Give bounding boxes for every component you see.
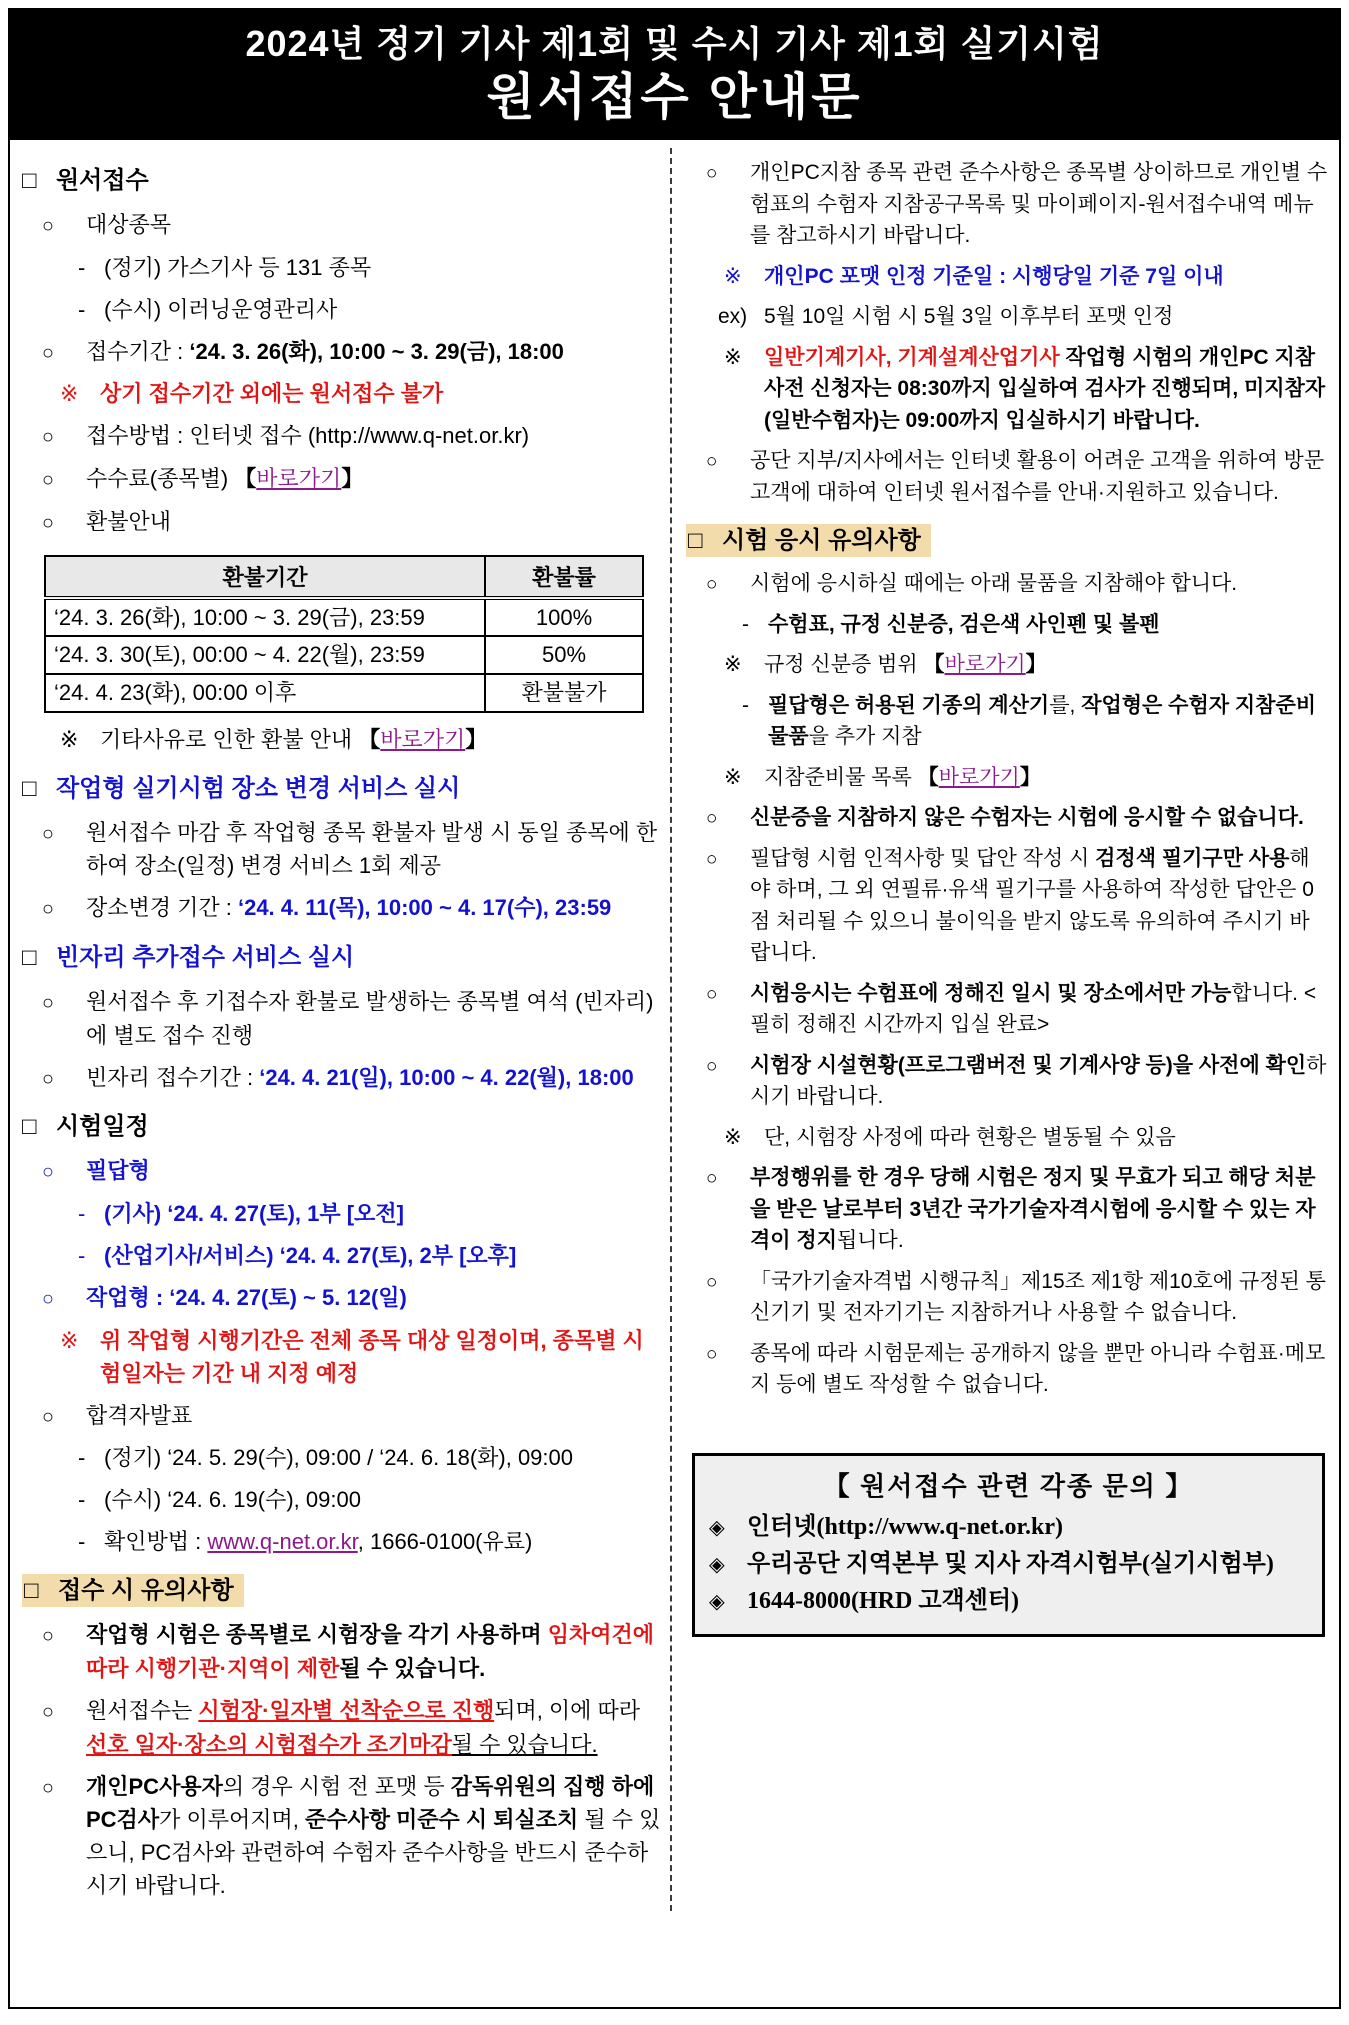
text-segment: 접수기간 : (86, 338, 190, 364)
list-item (22, 1154, 664, 1188)
text-segment: 작업형 : ‘24. 4. 27(토) ~ 5. 12(일) (86, 1285, 407, 1311)
text-segment: 시험장 시설현황(프로그램버전 및 기계사양 등)을 사전에 확인 (750, 1053, 1307, 1077)
dash-bullet-icon: - (742, 693, 749, 717)
section-heading (22, 771, 664, 807)
shortcut-link[interactable]: www.q-net.or.kr (207, 1529, 358, 1555)
text-segment: 하시기 바랍니다. (750, 1053, 1327, 1109)
list-item (686, 1338, 1329, 1401)
list-item (22, 335, 664, 369)
dash-bullet-icon: - (78, 1529, 86, 1555)
text-segment: (수시) ‘24. 6. 19(수), 09:00 (104, 1487, 361, 1513)
list-item (22, 419, 664, 453)
text-segment: 될 수 있습니다. (339, 1656, 486, 1682)
text-segment: 빈자리 추가접수 서비스 실시 (56, 943, 355, 971)
dash-bullet-icon: - (78, 296, 86, 322)
text-segment: 합니다. <필히 정해진 시간까지 입실 완료> (750, 981, 1317, 1037)
asterisk-marker-icon: ※ (60, 1327, 79, 1353)
left-column (22, 148, 670, 1911)
list-item (686, 609, 1329, 641)
circle-bullet-icon: ○ (706, 163, 718, 185)
contact-box-title: 【 원서접수 관련 각종 문의 】 (823, 1471, 1194, 1501)
text-segment: 필답형은 허용된 기종의 계산기 (768, 693, 1050, 717)
highlight-band (686, 524, 931, 557)
dash-bullet-icon: - (78, 1445, 86, 1471)
asterisk-marker-icon: ※ (60, 726, 79, 752)
list-item (22, 1770, 664, 1903)
text-segment: (수시) 이러닝운영관리사 (104, 296, 338, 322)
text-segment: 】 (1019, 765, 1041, 789)
shortcut-link[interactable]: 바로가기 (944, 653, 1026, 677)
list-item (22, 1618, 664, 1685)
text-segment: 【 (923, 653, 945, 677)
circle-bullet-icon: ○ (42, 511, 54, 534)
text-segment: (정기) ‘24. 5. 29(수), 09:00 / ‘24. 6. 18(화), 09:00 (104, 1445, 573, 1471)
text-segment: 될 수 있으니, PC검사와 관련하여 수험자 준수사항을 반드시 준수하시기 바랍니다. (86, 1807, 661, 1899)
shortcut-link[interactable]: 바로가기 (380, 726, 466, 752)
text-segment: 원서접수 후 기접수자 환불로 발생하는 종목별 여석 (빈자리)에 별도 접수 진행 (86, 988, 654, 1048)
text-segment: 지참준비물 목록 (764, 765, 918, 789)
text-segment: (정기) 가스기사 등 131 종목 (104, 254, 372, 280)
table-row (45, 598, 643, 637)
contact-item-text: 인터넷(http://www.q-net.or.kr) (747, 1513, 1063, 1540)
circle-bullet-icon: ○ (42, 898, 54, 921)
text-segment: 시험응시는 수험표에 정해진 일시 및 장소에서만 가능 (750, 981, 1232, 1005)
list-item (686, 301, 1329, 333)
section-heading (22, 1109, 664, 1145)
text-segment: 임차여건에 따라 시행기관·지역이 제한 (86, 1622, 654, 1682)
diamond-bullet-icon: ◈ (709, 1590, 725, 1613)
circle-bullet-icon: ○ (706, 1168, 718, 1190)
list-item (686, 1050, 1329, 1113)
text-segment: 해야 하며, 그 외 연필류·유색 필기구를 사용하여 작성한 답안은 0점 처리될 수 있으니 불이익을 받지 않도록 유의하여 주시기 바랍니다. (750, 846, 1314, 965)
asterisk-marker-icon: ※ (724, 653, 742, 677)
dash-bullet-icon: - (78, 1487, 86, 1513)
text-segment: 개인PC사용자 (86, 1773, 223, 1799)
text-segment: 을 추가 지참 (808, 725, 922, 749)
text-segment: 공단 지부/지사에서는 인터넷 활용이 어려운 고객을 위하여 방문고객에 대하여 인터넷 원서접수를 안내·지원하고 있습니다. (750, 449, 1325, 504)
text-segment: 장소변경 기간 : (86, 895, 238, 921)
text-segment: 개인PC 포맷 인정 기준일 : 시행당일 기준 7일 이내 (764, 264, 1224, 288)
content-columns (10, 140, 1339, 1911)
list-item (22, 1483, 664, 1516)
text-segment: ‘24. 4. 11(목), 10:00 ~ 4. 17(수), 23:59 (237, 895, 612, 921)
list-item (686, 1122, 1329, 1154)
list-item (686, 1162, 1329, 1257)
asterisk-marker-icon: ※ (724, 345, 742, 369)
refund-period-cell: ‘24. 4. 23(화), 00:00 이후 (45, 674, 485, 712)
right-column (672, 148, 1329, 1911)
asterisk-marker-icon: ※ (724, 264, 742, 288)
contact-item-text: 1644-8000(HRD 고객센터) (747, 1587, 1020, 1614)
circle-bullet-icon: ○ (706, 983, 718, 1005)
text-segment: 감독위원의 집행 하에 PC검사 (86, 1773, 655, 1833)
text-segment: 필답형 (86, 1158, 150, 1184)
circle-bullet-icon: ○ (42, 1625, 54, 1648)
square-bullet-icon: □ (22, 1113, 37, 1141)
list-item (22, 251, 664, 284)
right-column-content (686, 157, 1329, 1401)
text-segment: 원서접수 마감 후 작업형 종목 환불자 발생 시 동일 종목에 한하여 장소(일정) 변경 서비스 1회 제공 (86, 819, 658, 879)
list-item (22, 1694, 664, 1761)
text-segment: ‘24. 4. 21(일), 10:00 ~ 4. 22(월), 18:00 (259, 1064, 634, 1090)
text-segment: , 1666-0100(유료) (357, 1529, 533, 1555)
asterisk-marker-icon: ※ (60, 381, 79, 407)
section-heading (22, 163, 664, 199)
list-item (22, 985, 664, 1052)
text-segment: 기타사유로 인한 환불 안내 (100, 726, 359, 752)
text-segment: 【 (234, 466, 257, 492)
list-item (686, 690, 1329, 753)
refund-period-cell: ‘24. 3. 30(토), 00:00 ~ 4. 22(월), 23:59 (45, 636, 485, 674)
text-segment: 일반기계기사, 기계설계산업기사 (764, 345, 1060, 369)
list-item (686, 568, 1329, 600)
text-segment: 원서접수 (56, 167, 149, 195)
asterisk-marker-icon: ※ (724, 1125, 742, 1149)
circle-bullet-icon: ○ (42, 469, 54, 492)
list-item (22, 1441, 664, 1474)
refund-rate-cell: 환불불가 (485, 674, 643, 712)
contact-item (709, 1509, 1308, 1546)
refund-table-header: 환불률 (485, 556, 643, 598)
asterisk-marker-icon: ※ (724, 765, 742, 789)
text-segment: 5월 10일 시험 시 5월 3일 이후부터 포맷 인정 (764, 305, 1174, 329)
list-item (22, 1197, 664, 1230)
text-segment: ‘24. 3. 26(화), 10:00 ~ 3. 29(금), 18:00 (189, 338, 564, 364)
text-segment: 【 (358, 726, 381, 752)
text-segment: 시험일정 (56, 1113, 149, 1141)
list-item (22, 462, 664, 496)
text-segment: 신분증을 지참하지 않은 수험자는 시험에 응시할 수 없습니다. (750, 806, 1304, 830)
circle-bullet-icon: ○ (42, 1405, 54, 1428)
list-item (22, 891, 664, 925)
circle-bullet-icon: ○ (42, 215, 54, 238)
list-item (22, 1324, 664, 1390)
circle-bullet-icon: ○ (42, 1161, 54, 1184)
text-segment: 를, (1049, 693, 1082, 717)
text-segment: 접수 시 유의사항 (58, 1577, 234, 1605)
text-segment: 접수방법 : 인터넷 접수 (http://www.q-net.or.kr) (86, 423, 530, 449)
list-item (686, 762, 1329, 794)
section-heading (686, 523, 1329, 559)
text-segment: 시험에 응시하실 때에는 아래 물품을 지참해야 합니다. (750, 572, 1238, 596)
square-bullet-icon: □ (22, 167, 37, 195)
list-item (22, 377, 664, 410)
circle-bullet-icon: ○ (706, 574, 718, 596)
text-segment: 작업형은 수험자 지참준비물품 (768, 693, 1317, 749)
title-banner (10, 10, 1339, 140)
circle-bullet-icon: ○ (706, 808, 718, 830)
text-segment: (기사) ‘24. 4. 27(토), 1부 [오전] (104, 1201, 404, 1227)
text-segment: 위 작업형 시행기간은 전체 종목 대상 일정이며, 종목별 시험일자는 기간 내 지정 예정 (100, 1327, 644, 1386)
dash-bullet-icon: - (78, 254, 86, 280)
circle-bullet-icon: ○ (706, 1055, 718, 1077)
refund-table (44, 555, 644, 713)
contact-box-items (709, 1509, 1308, 1621)
text-segment: 수수료(종목별) (86, 466, 235, 492)
text-segment: 되며, 이에 따라 (494, 1698, 641, 1724)
dash-bullet-icon: - (742, 612, 749, 636)
refund-rate-cell: 100% (485, 598, 643, 637)
circle-bullet-icon: ○ (706, 1271, 718, 1293)
list-item (686, 978, 1329, 1041)
list-item (22, 1239, 664, 1272)
list-item (686, 649, 1329, 681)
circle-bullet-icon: ○ (706, 848, 718, 870)
dash-bullet-icon: - (78, 1243, 86, 1269)
list-item (22, 293, 664, 326)
text-segment: 필답형 시험 인적사항 및 답안 작성 시 (750, 846, 1096, 870)
text-segment: 【 (917, 765, 939, 789)
list-item (22, 505, 664, 539)
square-bullet-icon: □ (22, 943, 37, 971)
circle-bullet-icon: ○ (42, 426, 54, 449)
list-item (22, 208, 664, 242)
text-segment: 의 경우 시험 전 포맷 등 (222, 1773, 451, 1799)
refund-rate-cell: 50% (485, 636, 643, 674)
text-segment: 시험장·일자별 선착순으로 진행 (198, 1698, 495, 1724)
text-segment: 시험 응시 유의사항 (722, 527, 921, 555)
text-segment: 】 (465, 726, 488, 752)
text-segment: 합격자발표 (86, 1402, 193, 1428)
diamond-bullet-icon: ◈ (709, 1516, 725, 1539)
list-item (22, 723, 664, 756)
list-item (22, 1399, 664, 1433)
section-heading (22, 1573, 664, 1609)
shortcut-link[interactable]: 바로가기 (938, 765, 1020, 789)
circle-bullet-icon: ○ (706, 1343, 718, 1365)
text-segment: 「국가기술자격법 시행규칙」제15조 제1항 제10호에 규정된 통신기기 및 전자기기는 지참하거나 사용할 수 없습니다. (750, 1269, 1326, 1325)
text-segment: 빈자리 접수기간 : (86, 1064, 260, 1090)
document-page (8, 8, 1341, 2009)
circle-bullet-icon: ○ (42, 1776, 54, 1799)
circle-bullet-icon: ○ (706, 451, 718, 473)
list-item (686, 342, 1329, 437)
text-segment: 될 수 있습니다. (451, 1731, 598, 1757)
text-segment: 확인방법 : (104, 1529, 208, 1555)
square-bullet-icon: □ (688, 527, 703, 555)
text-segment: 가 이루어지며, (159, 1807, 305, 1833)
refund-period-cell: ‘24. 3. 26(화), 10:00 ~ 3. 29(금), 23:59 (45, 598, 485, 637)
circle-bullet-icon: ○ (42, 991, 54, 1014)
list-item (686, 261, 1329, 293)
text-segment: 부정행위를 한 경우 당해 시험은 정지 및 무효가 되고 해당 처분을 받은 날로부터 3년간 국가기술자격시험에 응시할 수 있는 자격이 정지 (750, 1166, 1316, 1253)
text-segment: 작업형 시험은 종목별로 시험장을 각기 사용하며 (86, 1622, 548, 1648)
circle-bullet-icon: ○ (42, 1067, 54, 1090)
text-segment: 준수사항 미준수 시 퇴실조치 (304, 1807, 579, 1833)
list-item (686, 802, 1329, 834)
text-segment: 규정 신분증 범위 (764, 653, 924, 677)
example-marker: ex) (718, 305, 748, 329)
list-item (22, 816, 664, 883)
text-segment: 작업형 실기시험 장소 변경 서비스 실시 (56, 774, 461, 802)
text-segment: 환불안내 (86, 508, 172, 534)
square-bullet-icon: □ (24, 1577, 39, 1605)
contact-item (709, 1546, 1308, 1583)
text-segment: 】 (341, 466, 364, 492)
circle-bullet-icon: ○ (42, 822, 54, 845)
contact-box (692, 1453, 1325, 1638)
circle-bullet-icon: ○ (42, 1701, 54, 1724)
list-item (22, 1061, 664, 1095)
text-segment: 종목에 따라 시험문제는 공개하지 않을 뿐만 아니라 수험표·메모지 등에 별도 작성할 수 없습니다. (750, 1341, 1326, 1397)
refund-table-header: 환불기간 (45, 556, 485, 598)
contact-item-text: 우리공단 지역본부 및 지사 자격시험부(실기시험부) (747, 1550, 1274, 1577)
text-segment: 상기 접수기간 외에는 원서접수 불가 (100, 381, 444, 407)
diamond-bullet-icon: ◈ (709, 1553, 725, 1576)
text-segment: 개인PC지참 종목 관련 준수사항은 종목별 상이하므로 개인별 수험표의 수험자 지참공구목록 및 마이페이지-원서접수내역 메뉴를 참고하시기 바랍니다. (750, 161, 1328, 248)
text-segment: 단, 시험장 사정에 따라 현황은 별동될 수 있음 (764, 1125, 1176, 1149)
text-segment: 원서접수는 (86, 1698, 199, 1724)
text-segment: 선호 일자·장소의 시험접수가 조기마감 (86, 1731, 452, 1757)
shortcut-link[interactable]: 바로가기 (256, 466, 342, 492)
circle-bullet-icon: ○ (42, 1288, 54, 1311)
banner-subtitle: 2024년 정기 기사 제1회 및 수시 기사 제1회 실기시험 (245, 23, 1104, 64)
list-item (686, 445, 1329, 508)
text-segment: 작업형 시험의 개인PC 지참 사전 신청자는 08:30까지 입실하여 검사가 진행되며, 미지참자(일반수험자)는 09:00까지 입실하시기 바랍니다. (764, 345, 1326, 432)
dash-bullet-icon: - (78, 1201, 86, 1227)
text-segment: 검정색 필기구만 사용 (1095, 846, 1290, 870)
list-item (686, 843, 1329, 969)
list-item (22, 1525, 664, 1558)
section-heading (22, 940, 664, 976)
text-segment: 됩니다. (836, 1229, 904, 1253)
contact-item (709, 1583, 1308, 1620)
page-title: 원서접수 안내문 (486, 68, 863, 125)
list-item (686, 1266, 1329, 1329)
text-segment: 대상종목 (86, 212, 172, 238)
highlight-band (22, 1574, 244, 1607)
text-segment: (산업기사/서비스) ‘24. 4. 27(토), 2부 [오후] (104, 1243, 517, 1269)
square-bullet-icon: □ (22, 774, 37, 802)
text-segment: 수험표, 규정 신분증, 검은색 사인펜 및 볼펜 (768, 612, 1160, 636)
text-segment: 】 (1025, 653, 1047, 677)
table-row (45, 636, 643, 674)
table-row (45, 674, 643, 712)
list-item (22, 1281, 664, 1315)
list-item (686, 157, 1329, 252)
circle-bullet-icon: ○ (42, 341, 54, 364)
